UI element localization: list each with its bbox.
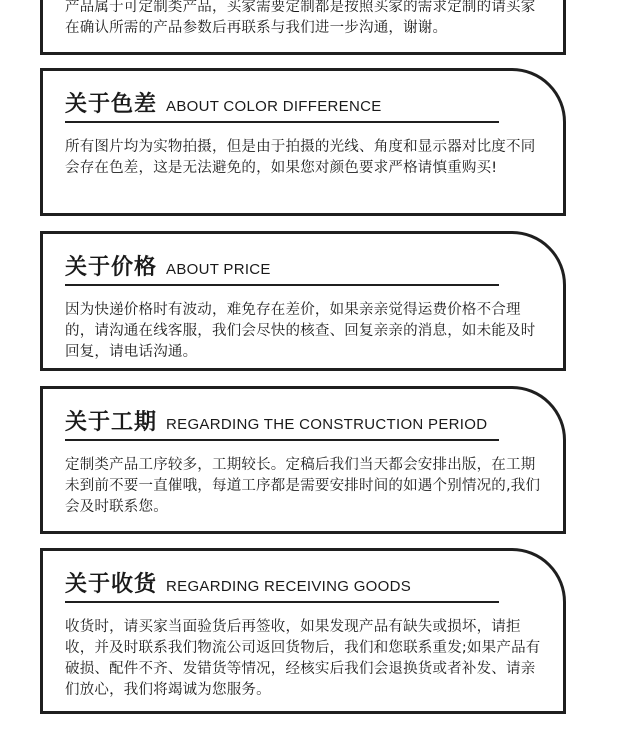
section-body: 因为快递价格时有波动，难免存在差价，如果亲亲觉得运费价格不合理的，请沟通在线客服，我们会尽快的核查、回复亲亲的消息，如未能及时回复，请电话沟通。 — [65, 302, 536, 360]
intro-card — [40, 0, 566, 55]
section-construction-period — [40, 386, 566, 534]
section-title-en: REGARDING RECEIVING GOODS — [166, 578, 412, 595]
section-title — [65, 250, 271, 281]
section-title-zh: 关于价格 — [65, 255, 158, 280]
section-title — [65, 405, 487, 436]
section-title-en: REGARDING THE CONSTRUCTION PERIOD — [166, 416, 488, 433]
section-receiving-goods — [40, 548, 566, 714]
section-body: 所有图片均为实物拍摄，但是由于拍摄的光线、角度和显示器对比度不同会存在色差，这是无法避免的，如果您对颜色要求严格请慎重购买! — [65, 139, 536, 176]
section-price — [40, 231, 566, 371]
section-title-zh: 关于色差 — [65, 92, 158, 117]
divider — [65, 439, 499, 441]
section-title-en: ABOUT PRICE — [166, 261, 271, 278]
section-title-zh: 关于收货 — [65, 572, 158, 597]
section-title-en: ABOUT COLOR DIFFERENCE — [166, 98, 382, 115]
section-title — [65, 87, 382, 118]
section-title-zh: 关于工期 — [65, 410, 158, 435]
section-title — [65, 567, 411, 598]
intro-text: 产品属于可定制类产品，买家需要定制都是按照买家的需求定制的请买家在确认所需的产品参数后再联系与我们进一步沟通，谢谢。 — [65, 0, 536, 36]
section-color-difference — [40, 68, 566, 216]
divider — [65, 284, 499, 286]
section-body: 收货时，请买家当面验货后再签收，如果发现产品有缺失或损坏，请拒收，并及时联系我们物流公司返回货物后，我们和您联系重发;如果产品有破损、配件不齐、发错货等情况，经核实后我们会退换货或者补发、请亲们放心，我们将竭诚为您服务。 — [65, 619, 541, 698]
divider — [65, 121, 499, 123]
divider — [65, 601, 499, 603]
section-body: 定制类产品工序较多，工期较长。定稿后我们当天都会安排出版，在工期未到前不要一直催哦，每道工序都是需要安排时间的如遇个别情况的,我们会及时联系您。 — [65, 457, 541, 515]
